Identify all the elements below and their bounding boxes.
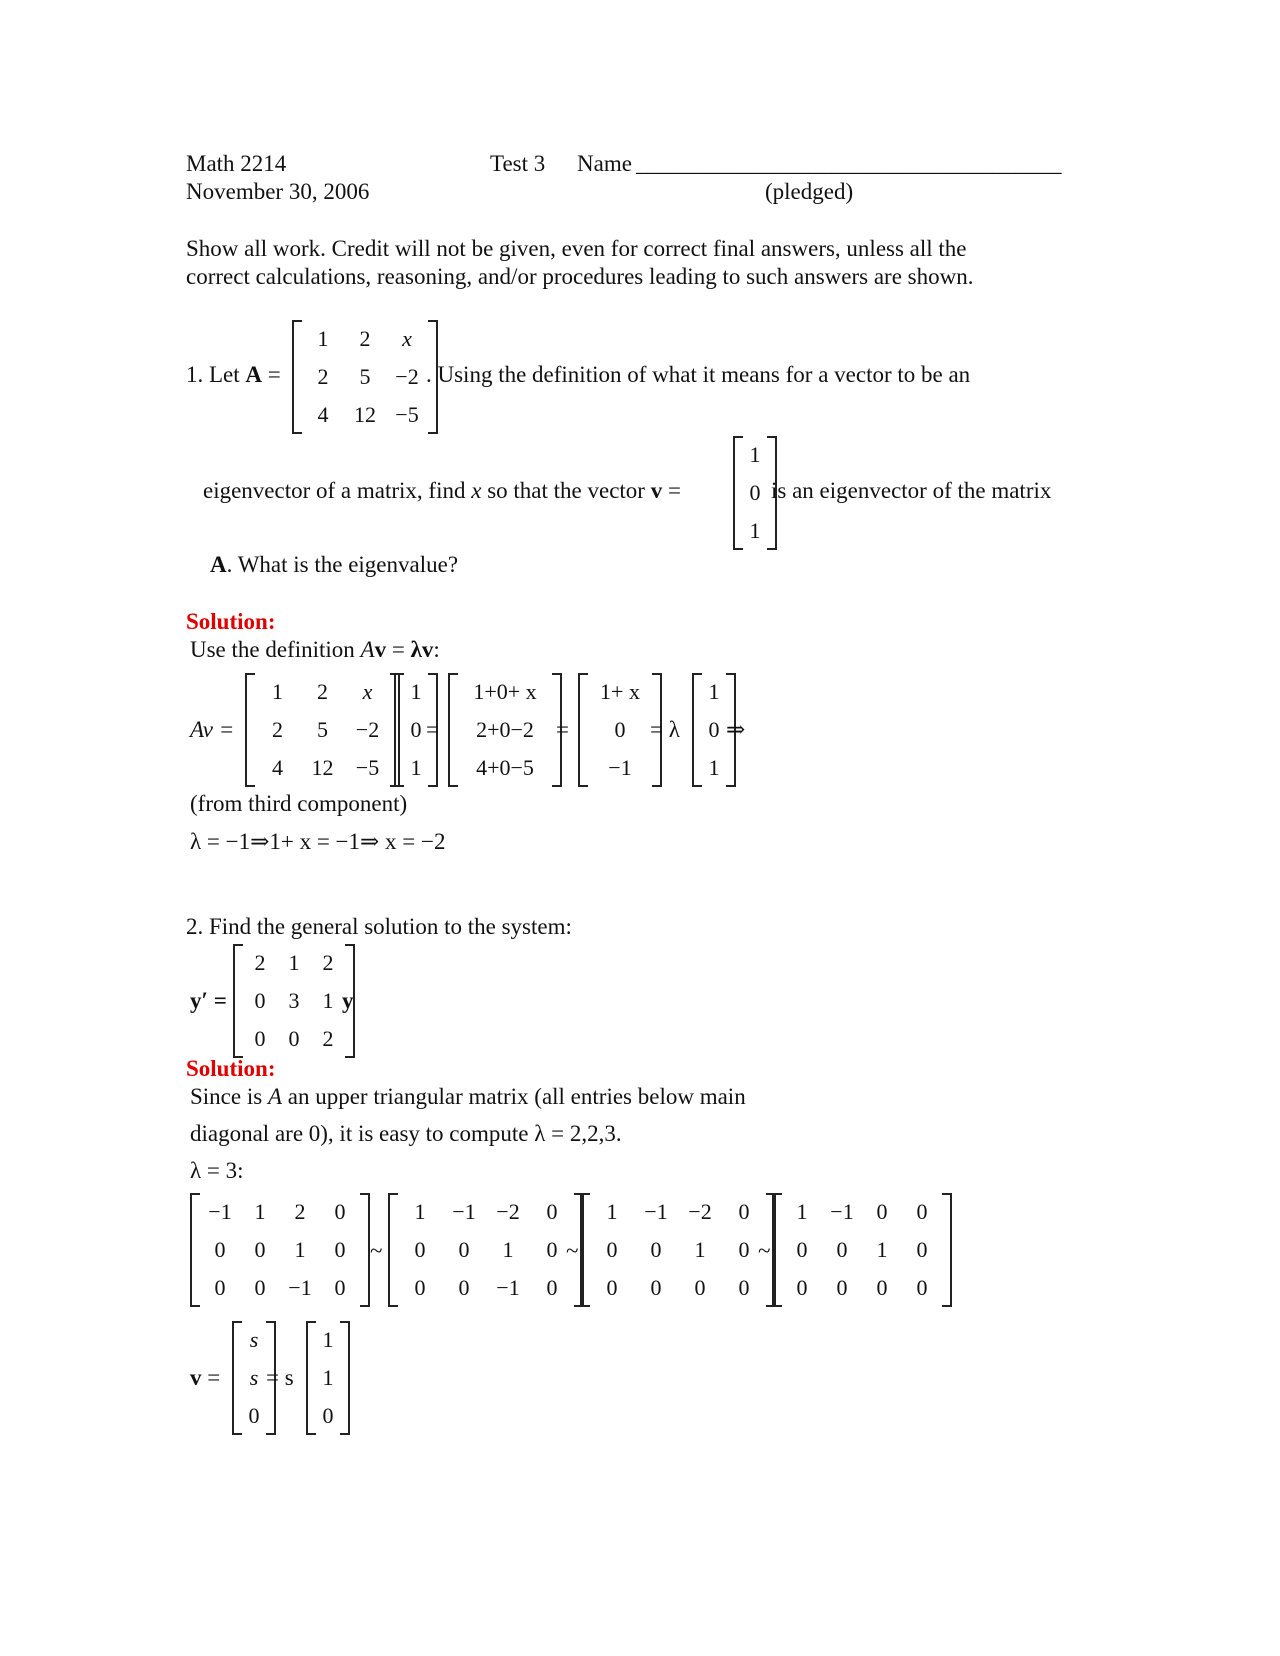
matrix-entry: 1: [876, 1237, 888, 1262]
matrix-entry: 1: [708, 679, 720, 704]
solution-1-matrix-A: [245, 673, 400, 787]
matrix-entry: 0: [414, 1275, 426, 1300]
course-label: Math 2214: [186, 151, 287, 176]
matrix-entry: 0: [248, 1403, 260, 1428]
matrix-entry: 1: [322, 988, 334, 1013]
matrix-entry: 0: [410, 717, 422, 742]
eigenvector-basis: [306, 1321, 350, 1435]
matrix-entry: −2: [355, 717, 380, 742]
matrix-entry: 0: [254, 988, 266, 1013]
matrix-entry: 0: [916, 1199, 928, 1224]
matrix-entry: 1+0+ x: [473, 679, 537, 704]
matrix-row: [702, 711, 726, 749]
matrix-entry: 5: [317, 717, 328, 742]
matrix-row: [316, 1397, 340, 1435]
left-bracket: [292, 320, 302, 434]
lambda-3-label: λ = 3:: [190, 1158, 244, 1183]
matrix-row: [782, 1231, 942, 1269]
matrix-entry: 1: [272, 679, 283, 704]
name-label: Name: [577, 151, 632, 176]
row-reduction-step-3: [580, 1193, 776, 1307]
instructions-line-1: Show all work. Credit will not be given, even for correct final answers, unless all the: [186, 236, 967, 261]
matrix-row: [590, 1193, 766, 1231]
solution-1-definition: Use the definition Av = λv:: [190, 637, 440, 662]
left-bracket: [232, 1321, 242, 1435]
q1-matrix-A: [292, 320, 438, 434]
matrix-entry: 2: [272, 717, 283, 742]
matrix-entry: 0: [546, 1275, 558, 1300]
matrix-row: [702, 749, 726, 787]
matrix-entry: 0: [738, 1237, 750, 1262]
matrix-row: [243, 982, 345, 1020]
q2-coefficient-matrix: [233, 944, 355, 1058]
matrix-row: [743, 512, 767, 550]
matrix-entry: 0: [606, 1237, 618, 1262]
matrix-entry: 1: [322, 1327, 334, 1352]
matrix-entry: 1: [708, 755, 720, 780]
tilde-2: ~: [566, 1238, 579, 1263]
matrix-entry: 0: [546, 1237, 558, 1262]
matrix-entry: −1: [452, 1199, 476, 1224]
matrix-entry: 0: [458, 1275, 470, 1300]
matrix-entry: 0: [606, 1275, 618, 1300]
implies-arrow: ⇒: [726, 717, 746, 742]
matrix-entry: 0: [708, 717, 720, 742]
matrix-row: [588, 673, 652, 711]
matrix-entry: 1: [410, 679, 422, 704]
matrix-row: [302, 320, 428, 358]
solution-1-product-expanded: [448, 673, 562, 787]
matrix-entry: 12: [311, 755, 334, 780]
matrix-row: [404, 749, 428, 787]
matrix-row: [458, 711, 552, 749]
matrix-entry: 1: [796, 1199, 808, 1224]
matrix-entry: 5: [359, 364, 371, 389]
matrix-entry: 1: [502, 1237, 514, 1262]
left-bracket: [692, 673, 702, 787]
matrix-entry: 2: [317, 679, 328, 704]
left-bracket: [578, 673, 588, 787]
solution-2-line-2: diagonal are 0), it is easy to compute λ = 2,2,3.: [190, 1121, 622, 1146]
row-reduction-step-4: [772, 1193, 952, 1307]
row-reduction-step-2: [388, 1193, 584, 1307]
left-bracket: [448, 673, 458, 787]
matrix-entry: 1: [694, 1237, 706, 1262]
matrix-entry: −2: [688, 1199, 712, 1224]
matrix-row: [242, 1397, 266, 1435]
matrix-row: [200, 1231, 360, 1269]
eigenvector-v-label: v =: [190, 1365, 221, 1390]
matrix-entry: 1: [288, 950, 300, 975]
matrix-entry: 0: [836, 1237, 848, 1262]
lambda-times: = λ: [650, 717, 680, 742]
matrix-row: [588, 749, 652, 787]
matrix-entry: 1: [749, 442, 761, 467]
right-bracket: [942, 1193, 952, 1307]
matrix-row: [398, 1269, 574, 1307]
matrix-entry: 0: [916, 1237, 928, 1262]
name-field-line[interactable]: _____________________________________: [636, 151, 1062, 176]
matrix-row: [702, 673, 726, 711]
matrix-entry: 0: [322, 1403, 334, 1428]
matrix-entry: 0: [254, 1026, 266, 1051]
matrix-row: [398, 1231, 574, 1269]
matrix-entry: 2: [254, 950, 266, 975]
matrix-entry: 0: [796, 1237, 808, 1262]
matrix-entry: 0: [214, 1237, 226, 1262]
left-bracket: [772, 1193, 782, 1307]
matrix-entry: 4: [272, 755, 283, 780]
left-bracket: [233, 944, 243, 1058]
matrix-entry: 1: [606, 1199, 618, 1224]
matrix-row: [302, 396, 428, 434]
matrix-entry: 0: [546, 1199, 558, 1224]
matrix-row: [398, 1193, 574, 1231]
left-bracket: [388, 1193, 398, 1307]
left-bracket: [580, 1193, 590, 1307]
matrix-entry: −1: [608, 755, 632, 780]
left-bracket: [394, 673, 404, 787]
matrix-row: [782, 1193, 942, 1231]
matrix-row: [458, 749, 552, 787]
solution-1-heading: Solution:: [186, 609, 276, 634]
matrix-entry: 0: [738, 1199, 750, 1224]
right-bracket: [360, 1193, 370, 1307]
matrix-row: [458, 673, 552, 711]
instructions-line-2: correct calculations, reasoning, and/or procedures leading to such answers are shown.: [186, 264, 974, 289]
matrix-row: [316, 1359, 340, 1397]
left-bracket: [306, 1321, 316, 1435]
matrix-entry: −5: [355, 755, 380, 780]
matrix-entry: s: [249, 1327, 259, 1352]
matrix-row: [782, 1269, 942, 1307]
matrix-entry: −1: [830, 1199, 854, 1224]
matrix-entry: 0: [694, 1275, 706, 1300]
matrix-entry: 0: [334, 1199, 346, 1224]
matrix-entry: 2: [322, 950, 334, 975]
matrix-entry: 2: [317, 364, 329, 389]
matrix-entry: 1: [322, 1365, 334, 1390]
matrix-row: [590, 1269, 766, 1307]
matrix-entry: 0: [836, 1275, 848, 1300]
matrix-row: [242, 1359, 266, 1397]
matrix-entry: 0: [650, 1237, 662, 1262]
matrix-entry: 12: [354, 402, 376, 427]
solution-2-line-1: Since is A an upper triangular matrix (all entries below main: [190, 1084, 746, 1109]
matrix-entry: 2: [322, 1026, 334, 1051]
matrix-row: [243, 944, 345, 982]
tilde-3: ~: [758, 1238, 771, 1263]
matrix-entry: 0: [458, 1237, 470, 1262]
matrix-entry: 2: [359, 326, 371, 351]
matrix-entry: 0: [876, 1275, 888, 1300]
solution-1-result: λ = −1⇒1+ x = −1⇒ x = −2: [190, 829, 446, 854]
y-prime-label: y′ =: [190, 988, 227, 1013]
matrix-entry: −1: [208, 1199, 232, 1224]
matrix-entry: x: [402, 326, 412, 351]
matrix-entry: 0: [414, 1237, 426, 1262]
matrix-row: [255, 749, 390, 787]
q1-prefix: 1. Let A =: [186, 362, 281, 387]
left-bracket: [245, 673, 255, 787]
matrix-entry: 1: [317, 326, 329, 351]
equals-s: = s: [266, 1365, 294, 1390]
matrix-entry: −1: [644, 1199, 668, 1224]
left-bracket: [190, 1193, 200, 1307]
matrix-row: [590, 1231, 766, 1269]
matrix-entry: 0: [334, 1275, 346, 1300]
matrix-entry: 0: [650, 1275, 662, 1300]
matrix-row: [200, 1269, 360, 1307]
matrix-row: [404, 711, 428, 749]
q1-question-line-2: eigenvector of a matrix, find x so that the vector v =: [203, 478, 681, 503]
matrix-row: [316, 1321, 340, 1359]
matrix-row: [404, 673, 428, 711]
matrix-row: [588, 711, 652, 749]
matrix-entry: 2: [294, 1199, 306, 1224]
matrix-entry: 3: [288, 988, 300, 1013]
matrix-entry: −2: [395, 364, 419, 389]
matrix-entry: −2: [496, 1199, 520, 1224]
matrix-row: [242, 1321, 266, 1359]
matrix-row: [302, 358, 428, 396]
matrix-row: [243, 1020, 345, 1058]
matrix-entry: −1: [496, 1275, 520, 1300]
matrix-entry: −5: [395, 402, 419, 427]
matrix-entry: 0: [738, 1275, 750, 1300]
matrix-entry: 0: [916, 1275, 928, 1300]
matrix-row: [255, 673, 390, 711]
matrix-row: [743, 436, 767, 474]
q1-question-line-3: A. What is the eigenvalue?: [210, 552, 459, 577]
matrix-entry: 1: [749, 518, 761, 543]
matrix-entry: 0: [614, 717, 626, 742]
matrix-entry: 0: [749, 480, 761, 505]
matrix-entry: 2+0−2: [476, 717, 534, 742]
matrix-entry: 1+ x: [600, 679, 640, 704]
test-title: Test 3: [490, 151, 546, 176]
matrix-entry: 1: [294, 1237, 306, 1262]
matrix-entry: 0: [334, 1237, 346, 1262]
row-reduction-step-1: [190, 1193, 370, 1307]
tilde-1: ~: [370, 1238, 383, 1263]
matrix-entry: 0: [288, 1026, 300, 1051]
left-bracket: [733, 436, 743, 550]
matrix-entry: 1: [254, 1199, 266, 1224]
matrix-entry: 0: [254, 1237, 266, 1262]
matrix-entry: 4+0−5: [476, 755, 534, 780]
matrix-entry: s: [249, 1365, 259, 1390]
matrix-entry: x: [362, 679, 373, 704]
av-label: Av =: [190, 717, 235, 742]
solution-2-heading: Solution:: [186, 1056, 276, 1081]
matrix-entry: 1: [414, 1199, 426, 1224]
from-third-component: (from third component): [190, 791, 408, 816]
matrix-entry: 0: [214, 1275, 226, 1300]
q2-prompt: 2. Find the general solution to the system:: [186, 914, 572, 939]
matrix-row: [200, 1193, 360, 1231]
matrix-row: [255, 711, 390, 749]
matrix-entry: 0: [876, 1199, 888, 1224]
matrix-entry: 0: [796, 1275, 808, 1300]
q1-question-line-2-end: is an eigenvector of the matrix: [771, 478, 1052, 503]
pledged-label: (pledged): [765, 179, 854, 204]
test-date: November 30, 2006: [186, 179, 370, 204]
matrix-entry: −1: [288, 1275, 312, 1300]
equals-sign-2: =: [556, 717, 569, 742]
equals-sign-1: =: [426, 717, 439, 742]
matrix-entry: 1: [410, 755, 422, 780]
y-label: y: [342, 988, 354, 1013]
matrix-row: [743, 474, 767, 512]
matrix-entry: 0: [254, 1275, 266, 1300]
q1-question-line-1: . Using the definition of what it means for a vector to be an: [426, 362, 971, 387]
matrix-entry: 4: [317, 402, 329, 427]
right-bracket: [340, 1321, 350, 1435]
